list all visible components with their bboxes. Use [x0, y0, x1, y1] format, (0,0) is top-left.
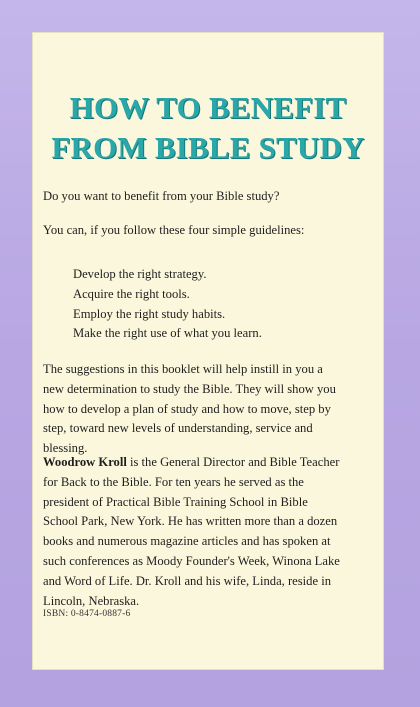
isbn-number: ISBN: 0-8474-0887-6 — [43, 609, 131, 619]
author-bio — [43, 453, 343, 611]
author-bio-text: is the General Director and Bible Teacher for Back to the Bible. For ten years he served as the president of Practical Bible Training School in Bible School Park, New York. He has written more than a dozen books and numerous magazine articles and has spoken at such conferences as Moody Founder's Week, Winona Lake and Word of Life. Dr. Kroll and his wife, Linda, reside in Lincoln, Nebraska. — [43, 455, 340, 608]
page-title — [32, 88, 384, 168]
author-name: Woodrow Kroll — [43, 455, 127, 469]
guidelines-list — [73, 265, 333, 344]
intro-question: Do you want to benefit from your Bible study? — [43, 189, 280, 203]
title-line-2: FROM BIBLE STUDY — [51, 130, 365, 165]
list-item: Employ the right study habits. — [73, 306, 226, 321]
title-line-1: HOW TO BENEFIT — [69, 90, 347, 125]
list-item: Develop the right strategy. — [73, 267, 207, 281]
intro-answer: You can, if you follow these four simple guidelines: — [43, 223, 305, 237]
list-item: Make the right use of what you learn. — [73, 326, 262, 341]
list-item: Acquire the right tools. — [73, 286, 190, 301]
suggestions-paragraph: The suggestions in this booklet will help instill in you a new determination to study the Bible. They will show you how to develop a plan of study and how to move, step by step, toward new levels of understanding, service and blessing. — [43, 362, 336, 456]
